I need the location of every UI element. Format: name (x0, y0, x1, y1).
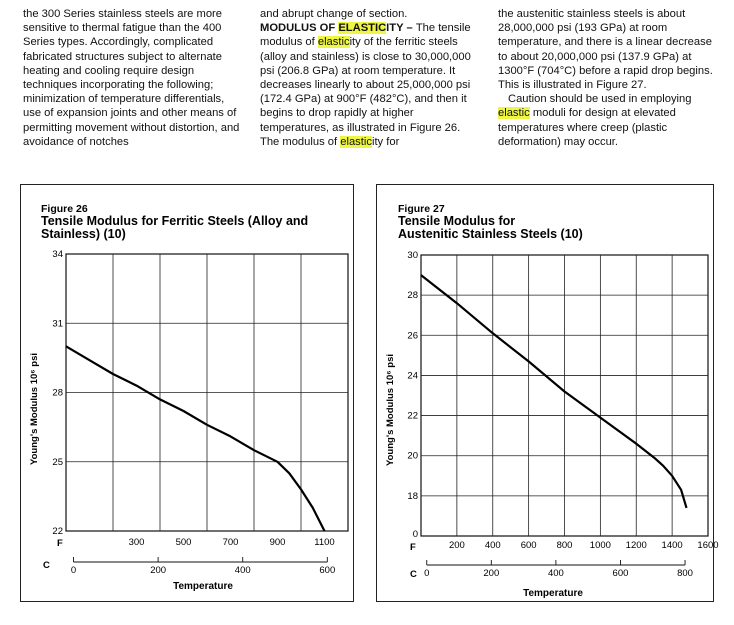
search-highlight: elastic (340, 135, 372, 148)
x-tick-label-c: 800 (677, 568, 693, 579)
section-heading (260, 22, 416, 34)
search-highlight: ELASTIC (338, 22, 387, 35)
y-tick-label: 22 (407, 410, 418, 422)
x-tick-label-f: 200 (448, 540, 465, 551)
body-text: The tensile modulus of (260, 22, 471, 49)
y-axis-label: Young's Modulus 10⁶ psi (385, 353, 396, 467)
x-tick-label-f: 1400 (661, 540, 683, 551)
x-tick-label-f: 1200 (625, 540, 647, 551)
y-tick-label: 24 (407, 370, 418, 382)
figure-label: Figure 27 (398, 203, 445, 215)
x-tick-label-f: 500 (175, 537, 192, 548)
f-unit-label: F (57, 538, 63, 549)
text-column-3 (498, 7, 714, 149)
x-tick-label-c: 400 (234, 565, 251, 576)
x-tick-label-f: 300 (128, 537, 145, 548)
body-text: moduli for design at elevated temperatures where creep (plastic deformation) may occur. (498, 107, 676, 148)
y-tick-label: 34 (52, 249, 63, 260)
paragraph: and abrupt change of section. (260, 8, 408, 20)
heading-part: ITY – (386, 22, 416, 35)
search-highlight: elastic (317, 36, 350, 49)
figure-label: Figure 26 (41, 203, 88, 215)
x-tick-label-f: 800 (556, 540, 573, 551)
y-tick-label: 26 (407, 330, 418, 342)
x-tick-label-c: 600 (319, 565, 336, 576)
x-tick-label-c: 400 (547, 568, 564, 579)
x-tick-label-f: 900 (269, 537, 286, 548)
x-axis-label: Temperature (173, 581, 233, 592)
c-unit-label: C (410, 569, 417, 580)
x-tick-label-f: 1100 (314, 537, 335, 548)
y-tick-label: 28 (407, 290, 418, 302)
body-text: Caution should be used in employing (508, 93, 692, 106)
x-tick-label-c: 200 (483, 568, 500, 579)
body-text: ity for (371, 135, 400, 148)
figure-27-panel (376, 184, 719, 602)
x-tick-label-c: 600 (612, 568, 629, 579)
data-series-line (66, 346, 325, 531)
y-tick-label: 22 (52, 526, 63, 537)
chart-plot-area (52, 249, 348, 576)
x-tick-label-c: 0 (70, 565, 77, 576)
paragraph (260, 21, 482, 149)
paragraph: the austenitic stainless steels is about 28,000,000 psi (193 GPa) at room temperature, and there is a linear decrease to about 20,000,000 psi (137.9 GPa) at 1300°F (704°C) before a rapid drop begins. This is illustrated in Figure 27. (498, 8, 713, 92)
y-tick-label: 20 (407, 450, 418, 462)
figure-26-chart (21, 185, 352, 600)
text-column-1 (23, 7, 241, 149)
y-tick-label: 30 (407, 250, 418, 261)
x-tick-label-f: 700 (222, 537, 239, 548)
y-tick-label: 28 (52, 387, 63, 399)
paragraph: the 300 Series stainless steels are more sensitive to thermal fatigue than the 400 Series types. Accordingly, complicated fabricated structures subject to alternate heating and cooling require design techniques incorporating the following; minimization of temperature differentials, use of expansion joints and other means of permitting movement without distortion, and avoidance of notches (23, 8, 240, 148)
f-unit-label: F (410, 542, 416, 553)
paragraph (498, 92, 714, 149)
chart-title-line1: Tensile Modulus for (398, 214, 516, 228)
y-tick-label: 0 (412, 529, 418, 540)
x-tick-label-f: 600 (520, 540, 537, 551)
body-text: ity of the ferritic steels (alloy and stainless) is close to 30,000,000 psi (206.8 GPa) at room temperature. It decreases linearly to about 25,000,000 psi (172.4 GPa) at 900°F (482°C), and then it begins to drop rapidly at higher temperatures, as illustrated in Figure 26. The modulus of (260, 36, 471, 148)
heading-part: MODULUS OF (260, 22, 339, 35)
c-unit-label: C (43, 560, 50, 571)
y-axis-label: Young's Modulus 10⁶ psi (29, 352, 40, 466)
y-tick-label: 18 (407, 490, 418, 502)
y-tick-label: 31 (52, 318, 63, 330)
search-highlight: elastic (498, 107, 530, 120)
figure-27-chart (377, 185, 719, 600)
x-tick-label-f: 1000 (589, 540, 611, 551)
data-series-line (421, 275, 687, 508)
x-axis-label: Temperature (523, 588, 583, 599)
x-tick-label-c: 0 (424, 568, 430, 579)
chart-plot-area (407, 250, 718, 579)
y-tick-label: 25 (52, 456, 63, 468)
x-tick-label-c: 200 (150, 565, 167, 576)
x-tick-label-f: 1600 (697, 540, 719, 551)
figure-26-panel (20, 184, 354, 602)
text-column-2 (260, 7, 482, 149)
chart-title-line2: Stainless) (10) (41, 227, 126, 241)
x-tick-label-f: 400 (484, 540, 501, 551)
chart-title-line1: Tensile Modulus for Ferritic Steels (Alloy and (41, 214, 309, 228)
chart-title-line2: Austenitic Stainless Steels (10) (398, 227, 583, 241)
